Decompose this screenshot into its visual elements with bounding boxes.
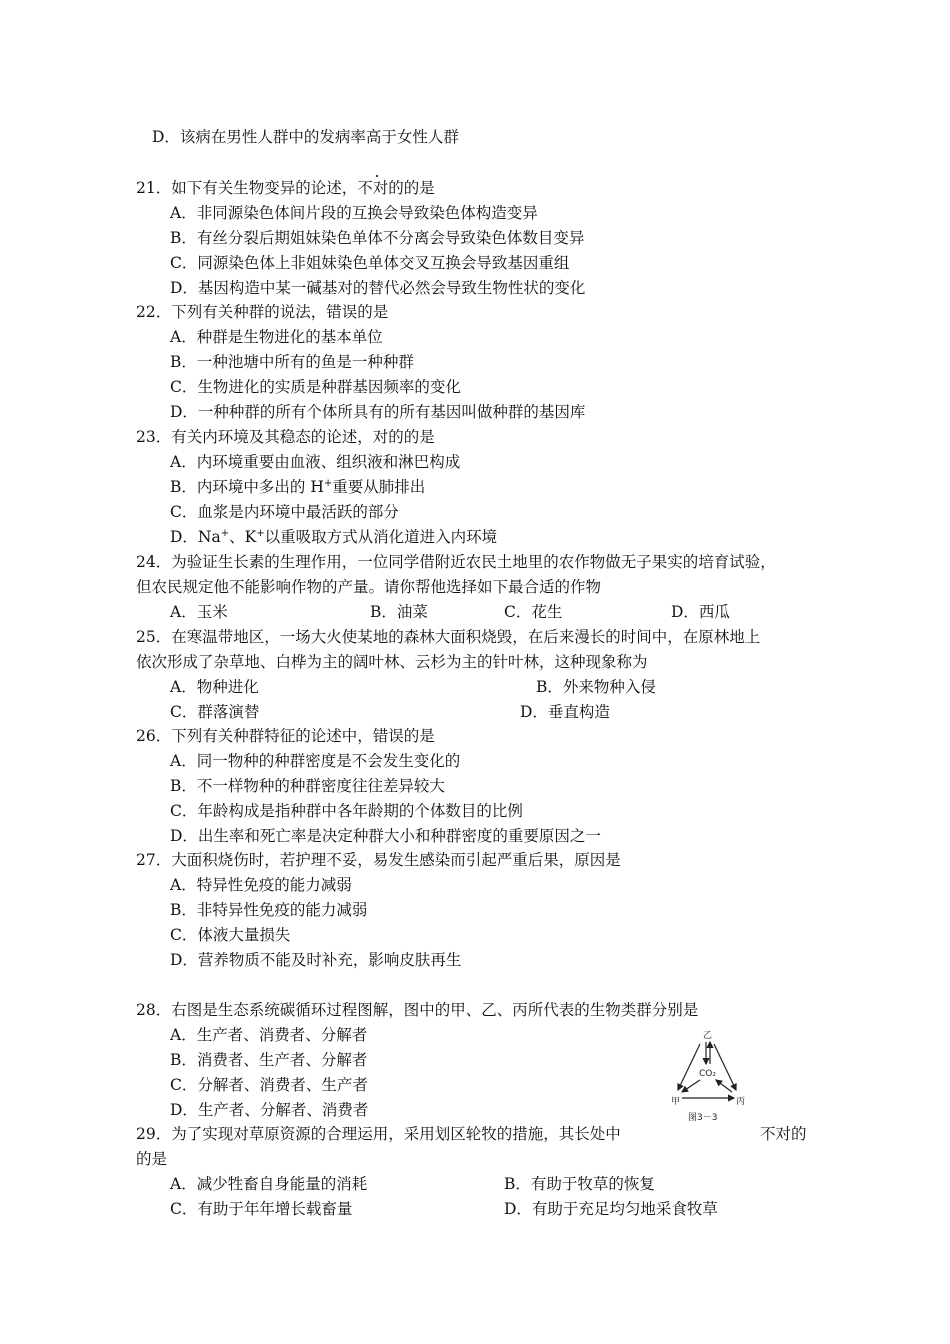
q21-option-a: A．非同源染色体间片段的互换会导致染色体构造变异 (170, 204, 538, 222)
figure-label-left: 甲 (671, 1097, 681, 1107)
q29-option-c: C．有助于年年增长载畜量 (170, 1200, 353, 1218)
q26-option-c: C．年龄构成是指种群中各年龄期的个体数目的比例 (170, 802, 523, 820)
q24-option-d: D．西瓜 (671, 603, 730, 621)
q29-option-a: A．减少牲畜自身能量的消耗 (170, 1175, 368, 1193)
q29-stem-line1b: 不对的 (760, 1125, 807, 1143)
q27-stem: 27．大面积烧伤时，若护理不妥，易发生感染而引起严重后果，原因是 (136, 851, 621, 869)
q27-option-b: B．非特异性免疫的能力减弱 (170, 901, 368, 919)
q28-option-c: C．分解者、消费者、生产者 (170, 1076, 368, 1094)
figure-caption: 图3－3 (688, 1113, 718, 1123)
q23-option-b: B．内环境中多出的 H+重要从肺排出 (170, 478, 426, 496)
carbon-cycle-figure (670, 1028, 750, 1124)
q25-option-c: C．群落演替 (170, 703, 260, 721)
q20-option-d: D．该病在男性人群中的发病率高于女性人群 (152, 128, 459, 146)
figure-label-right: 丙 (736, 1097, 746, 1107)
q24-option-c: C．花生 (504, 603, 563, 621)
q29-option-b: B．有助于牧草的恢复 (504, 1175, 655, 1193)
arrow-top-to-left (678, 1044, 700, 1090)
q24-stem-line2: 但农民规定他不能影响作物的产量。请你帮他选择如下最合适的作物 (136, 578, 602, 596)
q23-stem: 23．有关内环境及其稳态的论述，对的的是 (136, 428, 435, 446)
arrow-top-to-right (714, 1044, 736, 1090)
q24-stem-line1: 24．为验证生长素的生理作用，一位同学借附近农民土地里的农作物做无子果实的培育试验， (136, 553, 776, 571)
q23-option-d: D．Na+、K+以重吸取方式从消化道进入内环境 (170, 528, 498, 546)
q26-option-a: A．同一物种的种群密度是不会发生变化的 (170, 752, 461, 770)
q27-option-c: C．体液大量损失 (170, 926, 291, 944)
q21-option-b: B．有丝分裂后期姐妹染色单体不分离会导致染色体数目变异 (170, 229, 585, 247)
q29-option-d: D．有助于充足均匀地采食牧草 (504, 1200, 718, 1218)
arrow-center-to-left (682, 1080, 700, 1092)
q21-option-d: D．基因构造中某一碱基对的替代必然会导致生物性状的变化 (170, 279, 586, 297)
q27-option-d: D．营养物质不能及时补充，影响皮肤再生 (170, 951, 462, 969)
q23-option-c: C．血浆是内环境中最活跃的部分 (170, 503, 399, 521)
q25-stem-line2: 依次形成了杂草地、白桦为主的阔叶林、云杉为主的针叶林，这种现象称为 (136, 653, 648, 671)
q25-option-b: B．外来物种入侵 (536, 678, 656, 696)
figure-label-center: CO₂ (699, 1069, 716, 1079)
q29-stem-line2: 的是 (136, 1150, 168, 1168)
q28-option-b: B．消费者、生产者、分解者 (170, 1051, 368, 1069)
q23-option-a: A．内环境重要由血液、组织液和淋巴构成 (170, 453, 461, 471)
q28-option-a: A．生产者、消费者、分解者 (170, 1026, 368, 1044)
q22-option-d: D．一种种群的所有个体所具有的所有基因叫做种群的基因库 (170, 403, 586, 421)
q22-option-b: B．一种池塘中所有的鱼是一种种群 (170, 353, 414, 371)
q25-stem-line1: 25．在寒温带地区，一场大火使某地的森林大面积烧毁，在后来漫长的时间中，在原林地上 (136, 628, 761, 646)
q26-stem: 26．下列有关种群特征的论述中，错误的是 (136, 727, 435, 745)
q24-option-b: B．油菜 (370, 603, 428, 621)
q21-option-c: C．同源染色体上非姐妹染色单体交叉互换会导致基因重组 (170, 254, 570, 272)
q22-option-c: C．生物进化的实质是种群基因频率的变化 (170, 378, 461, 396)
q22-stem: 22．下列有关种群的说法，错误的是 (136, 303, 389, 321)
q27-option-a: A．特异性免疫的能力减弱 (170, 876, 352, 894)
q24-option-a: A．玉米 (170, 603, 228, 621)
q28-option-d: D．生产者、分解者、消费者 (170, 1101, 369, 1119)
q25-option-d: D．垂直构造 (520, 703, 610, 721)
figure-label-top: 乙 (703, 1031, 713, 1041)
q25-option-a: A．物种进化 (170, 678, 259, 696)
q28-stem: 28．右图是生态系统碳循环过程图解，图中的甲、乙、丙所代表的生物类群分别是 (136, 1001, 699, 1019)
q21-stem: 21．如下有关生物变异的论述，不对的的是 (136, 179, 435, 197)
q26-option-b: B．不一样物种的种群密度往往差异较大 (170, 777, 445, 795)
q29-stem-line1a: 29．为了实现对草原资源的合理运用，采用划区轮牧的措施，其长处中 (136, 1125, 621, 1143)
q26-option-d: D．出生率和死亡率是决定种群大小和种群密度的重要原因之一 (170, 827, 601, 845)
q22-option-a: A．种群是生物进化的基本单位 (170, 328, 383, 346)
emphasis-dot (376, 175, 378, 177)
arrow-right-to-center (716, 1080, 732, 1092)
